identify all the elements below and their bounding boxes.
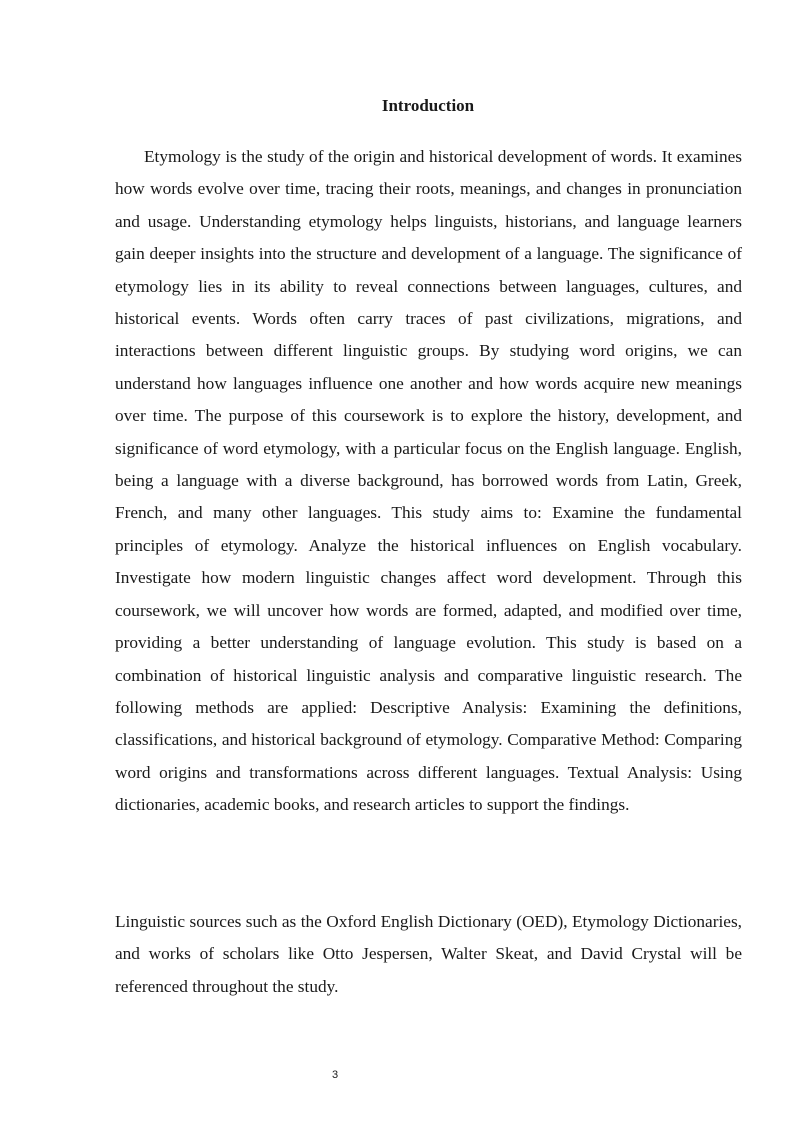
paragraph-linguistic-sources: Linguistic sources such as the Oxford English Dictionary (OED), Etymology Dictionaries, and works of scholars like Otto Jespersen, Walter Skeat, and David Crystal will be referenced throughout the study. — [115, 912, 742, 996]
paragraph-introduction-body: Etymology is the study of the origin and historical development of words. It examines how words evolve over time, tracing their roots, meanings, and changes in pronunciation and usage. Understanding etymology helps linguists, historians, and language learners gain deeper insights into the structure and development of a language. The significance of etymology lies in its ability to reveal connections between languages, cultures, and historical events. Words often carry traces of past civilizations, migrations, and interactions between different linguistic groups. By studying word origins, we can understand how languages influence one another and how words acquire new meanings over time. The purpose of this coursework is to explore the history, development, and significance of word etymology, with a particular focus on the English language. English, being a language with a diverse background, has borrowed words from Latin, Greek, French, and many other languages. This study aims to: Examine the fundamental principles of etymology. Analyze the historical influences on English vocabulary. Investigate how modern linguistic changes affect word development. Through this coursework, we will uncover how words are formed, adapted, and modified over time, providing a better understanding of language evolution. This study is based on a combination of historical linguistic analysis and comparative linguistic research. The following methods are applied: Descriptive Analysis: Examining the definitions, classifications, and historical background of etymology. Comparative Method: Comparing word origins and transformations across different languages. Textual Analysis: Using dictionaries, academic books, and research articles to support the findings. — [115, 147, 742, 815]
page-number: 3 — [331, 1069, 339, 1081]
page-title: Introduction — [381, 96, 475, 115]
